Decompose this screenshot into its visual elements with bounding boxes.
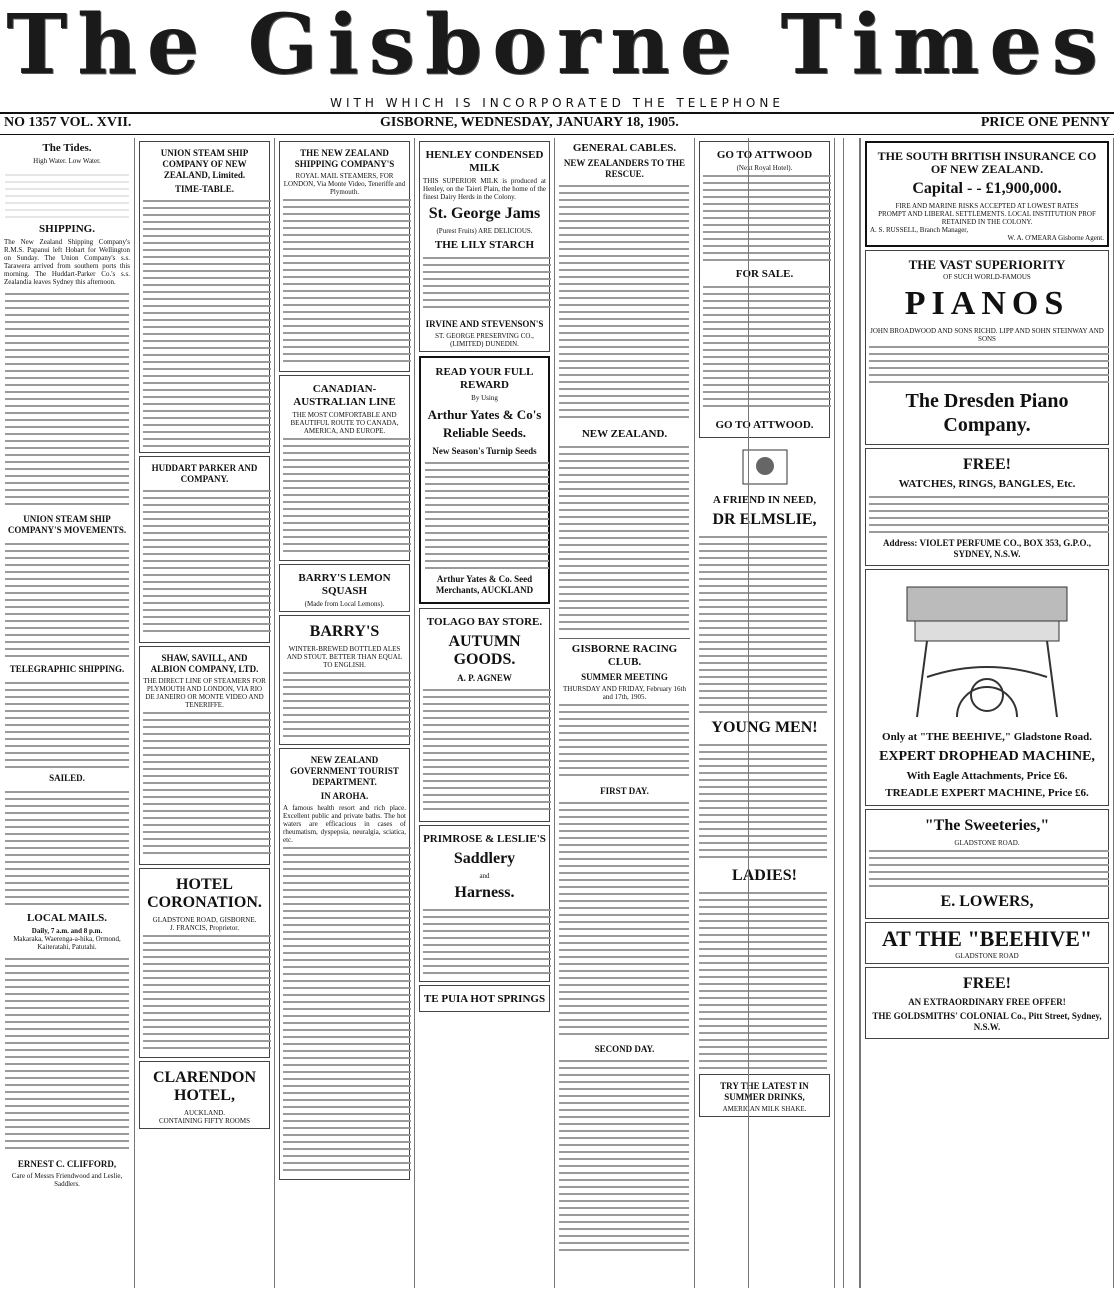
nz-shipping-heading: THE NEW ZEALAND SHIPPING COMPANY'S bbox=[294, 148, 395, 169]
union-ad bbox=[139, 141, 270, 453]
summer-drinks-heading: TRY THE LATEST IN SUMMER DRINKS, bbox=[720, 1081, 809, 1102]
barrys-text: WINTER-BREWED BOTTLED ALES AND STOUT. BETTER THAN EQUAL TO ENGLISH. bbox=[286, 645, 403, 669]
mails-text-block bbox=[5, 955, 129, 1155]
column-4 bbox=[415, 138, 555, 1288]
issue-number: NO 1357 VOL. XVII. bbox=[4, 115, 132, 130]
beehive-2-subheading: GLADSTONE ROAD bbox=[955, 952, 1019, 960]
st-george-heading: St. George Jams bbox=[428, 205, 541, 222]
st-george-subheading: (Purest Fruits) ARE DELICIOUS. bbox=[436, 227, 533, 235]
drophead-heading: EXPERT DROPHEAD MACHINE, bbox=[879, 749, 1095, 764]
nz-text-block bbox=[559, 443, 689, 633]
barrys-heading: BARRY'S bbox=[309, 623, 380, 640]
harness-word: Harness. bbox=[454, 884, 515, 901]
lemon-squash-subheading: (Made from Local Lemons). bbox=[304, 600, 385, 608]
racing-days: THURSDAY AND FRIDAY, February 16th and 17th, 1905. bbox=[563, 685, 686, 701]
tolago-ad bbox=[419, 608, 550, 822]
reward-heading: READ YOUR FULL REWARD bbox=[435, 366, 534, 391]
ladies-heading: LADIES! bbox=[732, 867, 797, 884]
column-1 bbox=[0, 138, 135, 1288]
dateline bbox=[0, 112, 1114, 135]
goldsmiths-text: THE GOLDSMITHS' COLONIAL Co., Pitt Street, Sydney, N.S.W. bbox=[872, 1011, 1102, 1032]
tolago-text-block bbox=[423, 686, 551, 816]
shaw-text-block bbox=[143, 709, 271, 859]
attwood-heading-2: GO TO ATTWOOD. bbox=[715, 419, 814, 431]
pianos-ad bbox=[865, 250, 1109, 445]
insurance-ad bbox=[865, 141, 1109, 247]
sweeteries-heading: "The Sweeteries," bbox=[924, 817, 1050, 834]
cables-subheading: NEW ZEALANDERS TO THE RESCUE. bbox=[563, 158, 686, 179]
preserves-list bbox=[423, 254, 551, 314]
nz-shipping-text: ROYAL MAIL STEAMERS, FOR LONDON, Via Monte Video, Teneriffe and Plymouth. bbox=[283, 172, 406, 196]
tolago-heading: TOLAGO BAY STORE. bbox=[426, 616, 543, 628]
newspaper-subtitle: WITH WHICH IS INCORPORATED THE TELEPHONE bbox=[330, 96, 784, 110]
column-6 bbox=[695, 138, 835, 1288]
primrose-ad bbox=[419, 825, 550, 982]
attwood-text-block bbox=[703, 172, 831, 262]
canadian-ad bbox=[279, 375, 410, 561]
capital: Capital - - £1,900,000. bbox=[912, 180, 1062, 197]
canadian-text-block bbox=[283, 435, 411, 555]
attwood-heading: GO TO ATTWOOD bbox=[716, 149, 813, 161]
telegraphic-text-block bbox=[5, 679, 129, 769]
dresden-heading: The Dresden Piano Company. bbox=[905, 390, 1069, 436]
primrose-heading: PRIMROSE & LESLIE'S bbox=[423, 833, 546, 845]
treadle-text: TREADLE EXPERT MACHINE, Price £6. bbox=[885, 787, 1089, 799]
insurance-russell: A. S. RUSSELL, Branch Manager, bbox=[870, 226, 969, 234]
first-day-text-block bbox=[559, 799, 689, 1039]
canadian-heading: CANADIAN-AUSTRALIAN LINE bbox=[293, 383, 396, 408]
turnip-heading: New Season's Turnip Seeds bbox=[432, 446, 537, 456]
nz-shipping-text-block bbox=[283, 196, 411, 366]
for-sale-heading: FOR SALE. bbox=[735, 268, 794, 280]
free-heading: FREE! bbox=[963, 456, 1011, 473]
primrose-text-block bbox=[423, 906, 551, 976]
column-5 bbox=[555, 138, 695, 1288]
henley-text: THIS SUPERIOR MILK is produced at Henley, on the Taieri Plain, the home of the finest Dairy Herds in the Colony. bbox=[423, 177, 546, 201]
racing-subheading: SUMMER MEETING bbox=[581, 672, 668, 682]
column-7 bbox=[835, 138, 860, 1288]
pianos-makers: JOHN BROADWOOD AND SONS RICHD. LIPP AND SOHN STEINWAY AND SONS bbox=[870, 327, 1104, 343]
mails-line-2: Makaraka, Waerenga-a-hika, Ormond, Kaiteratahi, Patutahi. bbox=[13, 935, 121, 951]
union-ad-heading: UNION STEAM SHIP COMPANY OF NEW ZEALAND, Limited. bbox=[160, 148, 249, 180]
lily-starch-heading: THE LILY STARCH bbox=[434, 239, 535, 251]
pianos-text-block bbox=[869, 343, 1109, 383]
tourist-ad bbox=[279, 748, 410, 1180]
mails-line-1: Daily, 7 a.m. and 8 p.m. bbox=[31, 927, 103, 935]
nz-heading: NEW ZEALAND. bbox=[581, 428, 668, 440]
ladies-text-block bbox=[699, 889, 827, 1069]
shipping-text-block bbox=[5, 290, 129, 510]
huddart-text-block bbox=[143, 487, 271, 637]
violet-text-block bbox=[869, 493, 1109, 533]
lemon-squash-heading: BARRY'S LEMON SQUASH bbox=[298, 572, 391, 597]
newspaper-title: The Gisborne Times bbox=[6, 0, 1108, 93]
attwood-subheading: (Next Royal Hotel). bbox=[736, 164, 793, 172]
tides-subheading: High Water. Low Water. bbox=[33, 157, 101, 165]
timetable-heading: TIME-TABLE. bbox=[174, 184, 235, 194]
vast-subheading: OF SUCH WORLD-FAMOUS bbox=[943, 273, 1031, 281]
insurance-heading: THE SOUTH BRITISH INSURANCE CO OF NEW ZEALAND. bbox=[877, 149, 1097, 176]
tides-table-graphic bbox=[5, 169, 129, 219]
goldsmiths-ad bbox=[865, 967, 1109, 1039]
clarendon-subheading: AUCKLAND. bbox=[183, 1109, 226, 1117]
insurance-prompt: PROMPT AND LIBERAL SETTLEMENTS. LOCAL INSTITUTION PROF RETAINED IN THE COLONY. bbox=[878, 210, 1096, 226]
union-movements-heading: UNION STEAM SHIP COMPANY'S MOVEMENTS. bbox=[7, 514, 127, 535]
masthead bbox=[0, 0, 1114, 135]
telegraphic-heading: TELEGRAPHIC SHIPPING. bbox=[9, 664, 125, 674]
second-day-heading: SECOND DAY. bbox=[594, 1044, 655, 1054]
friend-heading: A FRIEND IN NEED, bbox=[712, 494, 817, 506]
lowers-heading: E. LOWERS, bbox=[940, 893, 1034, 910]
shaw-heading: SHAW, SAVILL, AND ALBION COMPANY, LTD. bbox=[150, 653, 259, 674]
shipping-text: The New Zealand Shipping Company's R.M.S. Papanui left Hobart for Wellington on Sunday. The Union Company's s.s. Tarawera arrived from southern ports this morning. The Huddart-Parker Co.'s s.s. Zealandia leaves Sydney this afternoon. bbox=[4, 238, 130, 286]
free-items: WATCHES, RINGS, BANGLES, Etc. bbox=[898, 478, 1076, 490]
elmslie-text-block bbox=[699, 533, 827, 713]
attachments-text: With Eagle Attachments, Price £6. bbox=[906, 770, 1068, 782]
reward-by: By Using bbox=[471, 394, 498, 402]
beehive-heading: Only at "THE BEEHIVE," Gladstone Road. bbox=[882, 731, 1092, 743]
vast-heading: THE VAST SUPERIORITY bbox=[908, 257, 1066, 272]
beehive-ad bbox=[865, 922, 1109, 964]
barrys-text-block bbox=[283, 669, 411, 739]
column-2 bbox=[135, 138, 275, 1288]
irvine-heading: IRVINE AND STEVENSON'S bbox=[425, 319, 544, 329]
coronation-heading: HOTEL CORONATION. bbox=[147, 876, 262, 911]
sweeteries-text-block bbox=[869, 847, 1109, 887]
beehive-2-heading: AT THE "BEEHIVE" bbox=[881, 926, 1093, 951]
clifford-heading: ERNEST C. CLIFFORD, bbox=[17, 1159, 117, 1169]
tourist-text: A famous health resort and rich place. Excellent public and private baths. The hot waters are efficacious in cases of rheumatism, dyspepsia, neuralgia, sciatica, etc. bbox=[283, 804, 406, 844]
second-day-text-block bbox=[559, 1057, 689, 1257]
tourist-heading: NEW ZEALAND GOVERNMENT TOURIST DEPARTMENT. bbox=[290, 755, 399, 787]
cables-heading: GENERAL CABLES. bbox=[572, 142, 677, 154]
saddlery-word: Saddlery bbox=[453, 850, 516, 867]
tourist-text-block bbox=[283, 844, 411, 1174]
henley-heading: HENLEY CONDENSED MILK bbox=[425, 149, 544, 174]
cables-text-block bbox=[559, 182, 689, 422]
summer-drinks-subheading: AMERICAN MILK SHAKE. bbox=[722, 1105, 807, 1113]
clarendon-ad bbox=[139, 1061, 270, 1129]
elmslie-heading: DR ELMSLIE, bbox=[712, 511, 817, 528]
sweeteries-ad bbox=[865, 809, 1109, 919]
free-2-subheading: AN EXTRAORDINARY FREE OFFER! bbox=[908, 997, 1066, 1007]
yates-footer: Arthur Yates & Co. Seed Merchants, AUCKLAND bbox=[435, 574, 534, 595]
summer-drinks-ad bbox=[699, 1074, 830, 1117]
and-word: and bbox=[479, 872, 490, 880]
sailed-heading: SAILED. bbox=[49, 773, 85, 783]
te-puia-heading: TE PUIA HOT SPRINGS bbox=[423, 993, 546, 1005]
sale-text-block bbox=[703, 283, 831, 413]
divider bbox=[559, 638, 690, 639]
insurance-omeara: W. A. O'MEARA Gisborne Agent. bbox=[1007, 234, 1104, 242]
barrys-ad bbox=[279, 615, 410, 745]
tourist-subheading: IN AROHA. bbox=[320, 791, 369, 801]
shaw-text: THE DIRECT LINE OF STEAMERS FOR PLYMOUTH AND LONDON, VIA RIO DE JANEIRO OR MONTE VIDEO AND TENERIFFE. bbox=[143, 677, 266, 709]
coronation-ad bbox=[139, 868, 270, 1058]
issue-date: GISBORNE, WEDNESDAY, JANUARY 18, 1905. bbox=[380, 115, 679, 130]
coronation-subheading: GLADSTONE ROAD, GISBORNE. bbox=[152, 916, 257, 924]
insurance-text: FIRE AND MARINE RISKS ACCEPTED AT LOWEST RATES bbox=[895, 202, 1079, 210]
violet-perfume-ad bbox=[865, 448, 1109, 566]
racing-text-block bbox=[559, 701, 689, 781]
seeds-list bbox=[425, 459, 549, 569]
attwood-ad bbox=[699, 141, 830, 438]
violet-address: Address: VIOLET PERFUME CO., BOX 353, G.P.O., SYDNEY, N.S.W. bbox=[883, 538, 1091, 559]
price: PRICE ONE PENNY bbox=[980, 115, 1110, 130]
sewing-machine-illustration bbox=[887, 577, 1087, 727]
clarendon-heading: CLARENDON HOTEL, bbox=[152, 1069, 257, 1104]
nz-shipping-ad bbox=[279, 141, 410, 372]
agnew-name: A. P. AGNEW bbox=[457, 673, 512, 683]
yates-seeds-ad bbox=[419, 356, 550, 604]
sailed-text-block bbox=[5, 788, 129, 908]
sweeteries-subheading: GLADSTONE ROAD. bbox=[954, 839, 1020, 847]
pianos-heading: PIANOS bbox=[904, 285, 1070, 322]
sewing-machine-ad bbox=[865, 569, 1109, 806]
coronation-proprietor: J. FRANCIS, Proprietor. bbox=[169, 924, 240, 932]
irvine-subheading: ST. GEORGE PRESERVING CO., (LIMITED) DUNEDIN. bbox=[435, 332, 534, 348]
shipping-heading: SHIPPING. bbox=[39, 223, 95, 235]
mails-heading: LOCAL MAILS. bbox=[26, 912, 108, 924]
lemon-squash-ad bbox=[279, 564, 410, 612]
te-puia-ad bbox=[419, 985, 550, 1012]
column-3 bbox=[275, 138, 415, 1288]
young-men-heading: YOUNG MEN! bbox=[711, 719, 818, 736]
racing-heading: GISBORNE RACING CLUB. bbox=[571, 643, 678, 668]
free-2-heading: FREE! bbox=[963, 975, 1011, 992]
yates-name: Arthur Yates & Co's Reliable Seeds. bbox=[427, 407, 542, 440]
canadian-text: THE MOST COMFORTABLE AND BEAUTIFUL ROUTE TO CANADA, AMERICA, AND EUROPE. bbox=[290, 411, 399, 435]
huddart-heading: HUDDART PARKER AND COMPANY. bbox=[151, 463, 258, 484]
clarendon-text: CONTAINING FIFTY ROOMS bbox=[159, 1117, 250, 1125]
tides-heading: The Tides. bbox=[42, 142, 92, 154]
first-day-heading: FIRST DAY. bbox=[600, 786, 649, 796]
clifford-text: Care of Messrs Friendwood and Leslie, Saddlers. bbox=[11, 1172, 123, 1188]
autumn-heading: AUTUMN GOODS. bbox=[448, 633, 521, 668]
column-8 bbox=[860, 138, 1114, 1288]
shaw-ad bbox=[139, 646, 270, 865]
union-text-block bbox=[5, 540, 129, 660]
timetable-text-block bbox=[143, 197, 271, 447]
young-men-text-block bbox=[699, 741, 827, 861]
henley-ad bbox=[419, 141, 550, 352]
huddart-ad bbox=[139, 456, 270, 643]
spacer-2 bbox=[740, 138, 749, 1288]
coronation-text-block bbox=[143, 932, 271, 1052]
